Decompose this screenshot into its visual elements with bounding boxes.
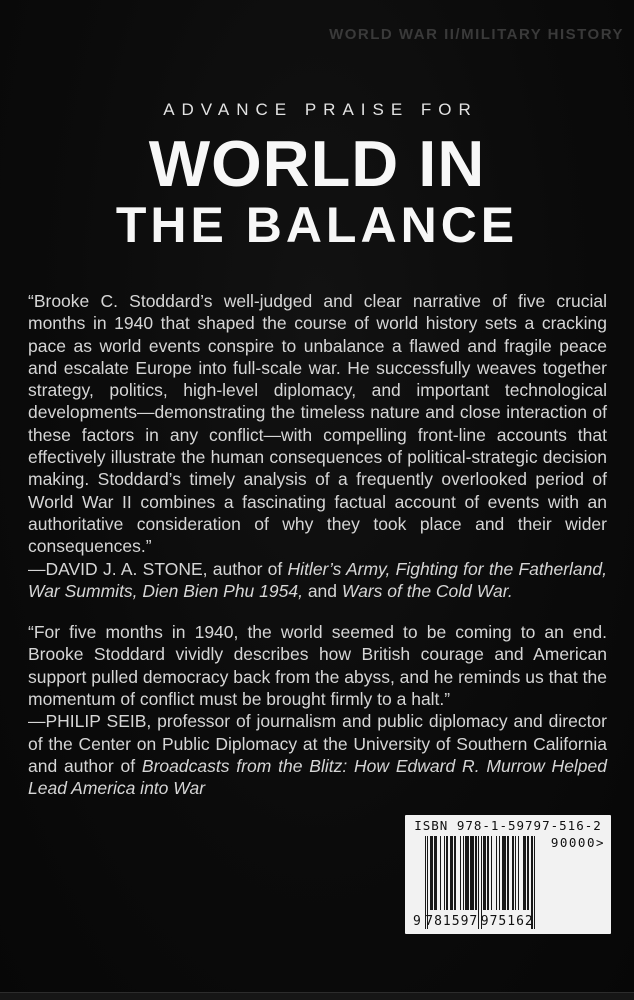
quote-seib-attribution: —PHILIP SEIB, professor of journalism and public diplomacy and director of the Center on Public Diplomacy at the University of Southern California and author of Broadcasts from the Blitz: How Edward R. Murrow Helped Lead America into War — [28, 711, 612, 799]
isbn-number: ISBN 978-1-59797-516-2 — [414, 818, 602, 833]
advance-praise-kicker: ADVANCE PRAISE FOR — [163, 100, 478, 119]
supplement-bars — [546, 852, 606, 930]
book-title-line2: THE BALANCE — [115, 197, 519, 253]
ean-first-digit: 9 — [413, 914, 421, 929]
barcode-block — [405, 815, 611, 934]
ean13-digits — [413, 911, 535, 929]
supplement-code: 90000> — [550, 835, 605, 850]
quote-stone-text: “Brooke C. Stoddard’s well-judged and clear narrative of five crucial months in 1940 that shaped the course of world history sets a cracking pace as world events conspire to unbalance a flawed and fragile peace and escalate Europe into full-scale war. He successfully weaves together strategy, politics, high-level diplomacy, and important technological developments—demonstrating the timeless nature and close interaction of these factors in any conflict—with compelling front-line accounts that effectively illustrate the human consequences of political-strategic decision making. Stoddard’s timely analysis of a frequently overlooked period of World War II combines a fascinating factual account of events with an authoritative consideration of why they took place and their wider consequences.” — [28, 291, 607, 557]
book-title-line1: WORLD IN — [148, 127, 486, 200]
category-header: WORLD WAR II/MILITARY HISTORY — [329, 26, 624, 43]
ean13-barcode — [413, 836, 535, 929]
cover-bottom-edge — [0, 992, 634, 1000]
ean-digits-left: 781597 — [425, 914, 479, 929]
praise-quotes-section — [28, 290, 612, 800]
quote-seib-text: “For five months in 1940, the world seemed to be coming to an end. Brooke Stoddard vividly describes how British courage and American support pulled democracy back from the abyss, and he reminds us that the momentum of conflict must be brought firmly to a halt.” — [28, 622, 607, 710]
quote-stone-attribution: —DAVID J. A. STONE, author of Hitler’s Army, Fighting for the Fatherland, War Summits, Dien Bien Phu 1954, and Wars of the Cold War. — [28, 558, 612, 601]
ean-digits-right: 975162 — [480, 914, 534, 929]
price-supplement-barcode — [546, 835, 606, 930]
